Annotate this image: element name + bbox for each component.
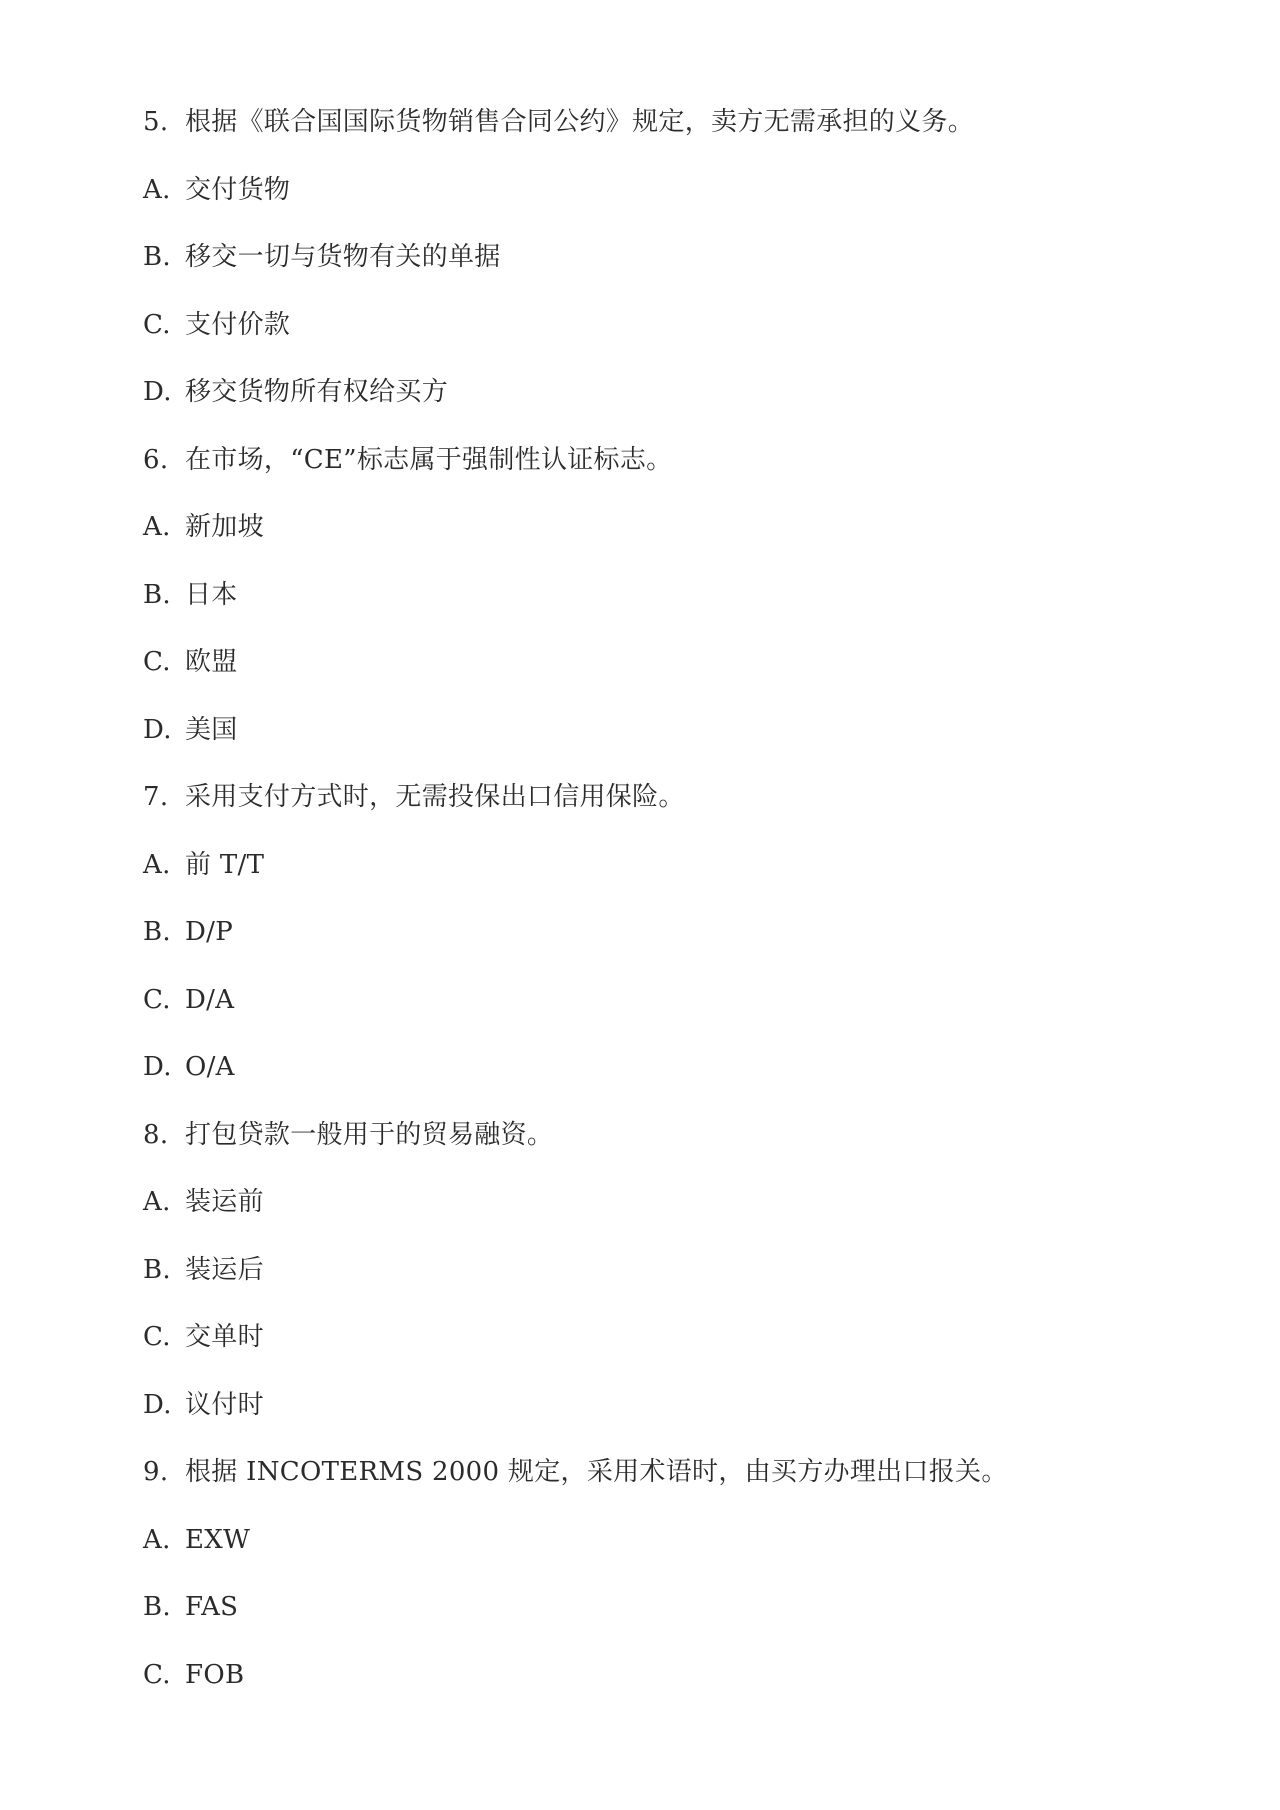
option-letter: D. (143, 1389, 172, 1420)
option-text: 前 T/T (185, 849, 265, 880)
option-letter: B. (143, 1254, 171, 1285)
option-6a (143, 505, 1193, 573)
option-5a (143, 168, 1193, 236)
option-letter: B. (143, 242, 171, 272)
option-5c (143, 303, 1193, 371)
option-text: 日本 (185, 579, 238, 610)
question-9 (143, 1450, 1193, 1518)
question-text: 打包贷款一般用于的贸易融资。 (185, 1119, 554, 1150)
option-text: FAS (185, 1592, 239, 1622)
option-9b (143, 1585, 1193, 1653)
option-8a (143, 1180, 1193, 1248)
option-8d (143, 1383, 1193, 1451)
option-letter: A. (143, 849, 171, 880)
question-text: 在市场，“CE”标志属于强制性认证标志。 (185, 444, 673, 475)
question-number: 5. (143, 107, 169, 137)
option-6b (143, 573, 1193, 641)
option-7d (143, 1045, 1193, 1113)
option-text: D/A (185, 984, 235, 1015)
option-text: 移交货物所有权给买方 (185, 377, 449, 407)
option-letter: A. (143, 512, 171, 542)
option-6c (143, 640, 1193, 708)
option-letter: B. (143, 1592, 171, 1622)
option-letter: D. (143, 714, 172, 745)
option-letter: C. (143, 647, 171, 677)
question-list (143, 100, 1193, 1720)
option-letter: D. (143, 377, 172, 407)
option-6d (143, 708, 1193, 776)
option-text: D/P (185, 917, 233, 947)
option-8b (143, 1248, 1193, 1316)
question-5 (143, 100, 1193, 168)
question-7 (143, 775, 1193, 843)
option-8c (143, 1315, 1193, 1383)
option-letter: C. (143, 1659, 171, 1690)
question-text: 根据《联合国国际货物销售合同公约》规定，卖方无需承担的义务。 (185, 107, 975, 137)
question-6 (143, 438, 1193, 506)
question-number: 8. (143, 1119, 169, 1150)
option-text: 支付价款 (185, 309, 291, 340)
option-7c (143, 978, 1193, 1046)
option-letter: B. (143, 579, 171, 610)
question-number: 6. (143, 444, 169, 475)
option-5d (143, 370, 1193, 438)
option-9a (143, 1518, 1193, 1586)
option-text: FOB (185, 1659, 245, 1690)
option-text: 交付货物 (185, 174, 291, 205)
option-letter: C. (143, 1322, 171, 1352)
question-number: 7. (143, 782, 169, 812)
option-letter: A. (143, 1187, 171, 1217)
option-text: 议付时 (185, 1389, 264, 1420)
option-letter: A. (143, 174, 171, 205)
option-text: 美国 (185, 714, 238, 745)
option-letter: A. (143, 1524, 171, 1555)
option-7b (143, 910, 1193, 978)
question-text: 根据 INCOTERMS 2000 规定，采用术语时，由买方办理出口报关。 (185, 1457, 1008, 1487)
question-number: 9. (143, 1457, 169, 1487)
option-5b (143, 235, 1193, 303)
option-letter: C. (143, 984, 171, 1015)
option-text: 装运后 (185, 1254, 264, 1285)
option-text: 欧盟 (185, 647, 238, 677)
option-text: O/A (185, 1052, 235, 1082)
option-letter: C. (143, 309, 171, 340)
option-letter: D. (143, 1052, 172, 1082)
option-text: 装运前 (185, 1187, 264, 1217)
option-text: 新加坡 (185, 512, 264, 542)
option-text: EXW (185, 1524, 251, 1555)
option-letter: B. (143, 917, 171, 947)
option-text: 交单时 (185, 1322, 264, 1352)
question-text: 采用支付方式时，无需投保出口信用保险。 (185, 782, 685, 812)
option-9c (143, 1653, 1193, 1721)
question-8 (143, 1113, 1193, 1181)
option-text: 移交一切与货物有关的单据 (185, 242, 501, 272)
option-7a (143, 843, 1193, 911)
